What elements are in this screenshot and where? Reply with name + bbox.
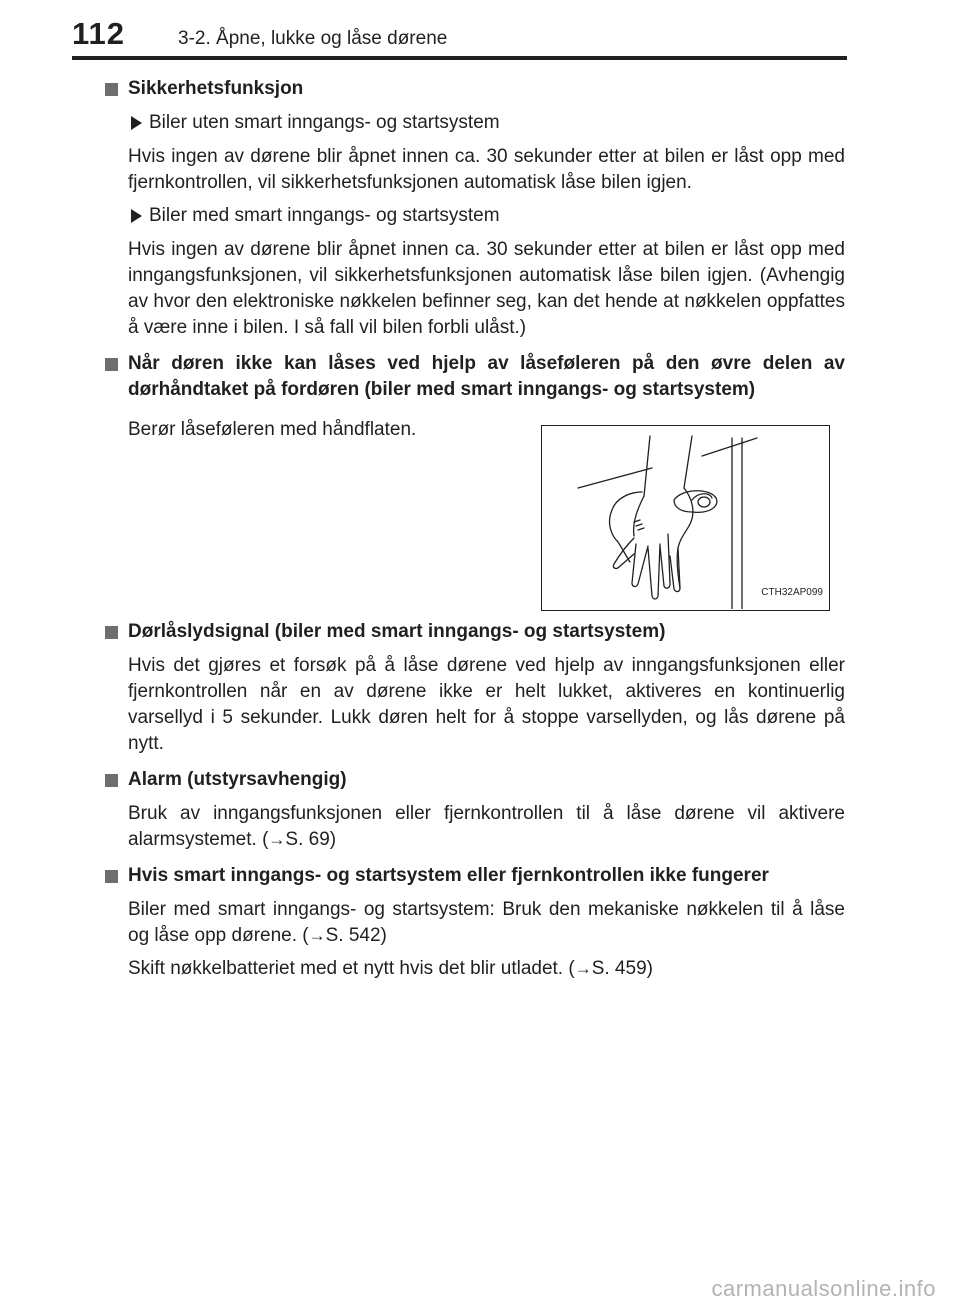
paragraph-alarm: Bruk av inngangsfunksjonen eller fjernkontrollen til å låse dørene vil aktivere alarmsystemet. (→S. 69) <box>128 803 845 850</box>
square-bullet-icon <box>105 626 118 639</box>
door-handle-illustration <box>541 425 830 611</box>
arrow-right-icon: → <box>268 830 286 849</box>
section-heading-cannot-lock: Når døren ikke kan låses ved hjelp av låseføleren på den øvre delen av dørhåndtaket på fordøren (biler med smart inngangs- og startsystem) <box>103 351 845 403</box>
square-bullet-icon <box>105 83 118 96</box>
page-header <box>0 0 960 56</box>
figure-row <box>103 411 845 611</box>
page-reference-link[interactable]: S. 459) <box>591 958 653 979</box>
triangle-bullet-icon <box>131 209 142 223</box>
triangle-bullet-icon <box>131 116 142 130</box>
chapter-title: 3-2. Åpne, lukke og låse dørene <box>178 28 448 49</box>
subheading-without-smart-entry: Biler uten smart inngangs- og startsystem <box>103 110 845 136</box>
page-reference-link[interactable]: S. 542) <box>325 925 387 946</box>
header-divider <box>72 56 847 60</box>
square-bullet-icon <box>105 870 118 883</box>
subheading-with-smart-entry: Biler med smart inngangs- og startsystem <box>103 203 845 229</box>
paragraph-safety-with-smart: Hvis ingen av dørene blir åpnet innen ca. 30 sekunder etter at bilen er låst opp med inngangsfunksjonen, vil sikkerhetsfunksjonen automatisk låse bilen igjen. (Avhengig av hvor den elektroniske nøkkelen befinner seg, kan det hende at nøkkelen oppfattes å være inne i bilen. I så fall vil bilen forbli ulåst.) <box>128 239 845 338</box>
square-bullet-icon <box>105 358 118 371</box>
section-heading-malfunction: Hvis smart inngangs- og startsystem eller fjernkontrollen ikke fungerer <box>103 863 845 889</box>
arrow-right-icon: → <box>308 926 326 945</box>
arrow-right-icon: → <box>574 959 592 978</box>
page-reference-link[interactable]: S. 69) <box>285 829 337 850</box>
square-bullet-icon <box>105 774 118 787</box>
paragraph-safety-without-smart: Hvis ingen av dørene blir åpnet innen ca. 30 sekunder etter at bilen er låst opp med fjernkontrollen, vil sikkerhetsfunksjonen automatisk låse bilen igjen. <box>128 146 845 193</box>
page-content <box>103 70 845 989</box>
paragraph-buzzer: Hvis det gjøres et forsøk på å låse dørene ved hjelp av inngangsfunksjonen eller fjernkontrollen når en av dørene ikke er helt lukket, aktiveres en kontinuerlig varsellyd i 5 sekunder. Lukk døren helt for å stoppe varsellyden, og lås dørene på nytt. <box>128 655 845 754</box>
paragraph-mechanical-key: Biler med smart inngangs- og startsystem: Bruk den mekaniske nøkkelen til å låse og låse opp dørene. (→S. 542) <box>128 899 845 946</box>
section-heading-safety: Sikkerhetsfunksjon <box>103 76 845 102</box>
section-heading-alarm: Alarm (utstyrsavhengig) <box>103 767 845 793</box>
page-number: 112 <box>72 16 126 51</box>
paragraph-battery: Skift nøkkelbatteriet med et nytt hvis det blir utladet. (→S. 459) <box>128 958 653 979</box>
figure-code: CTH32AP099 <box>761 587 823 598</box>
paragraph-touch-sensor: Berør låseføleren med håndflaten. <box>128 419 417 440</box>
watermark: carmanualsonline.info <box>711 1276 936 1301</box>
section-heading-buzzer: Dørlåslydsignal (biler med smart inngangs- og startsystem) <box>103 619 845 645</box>
